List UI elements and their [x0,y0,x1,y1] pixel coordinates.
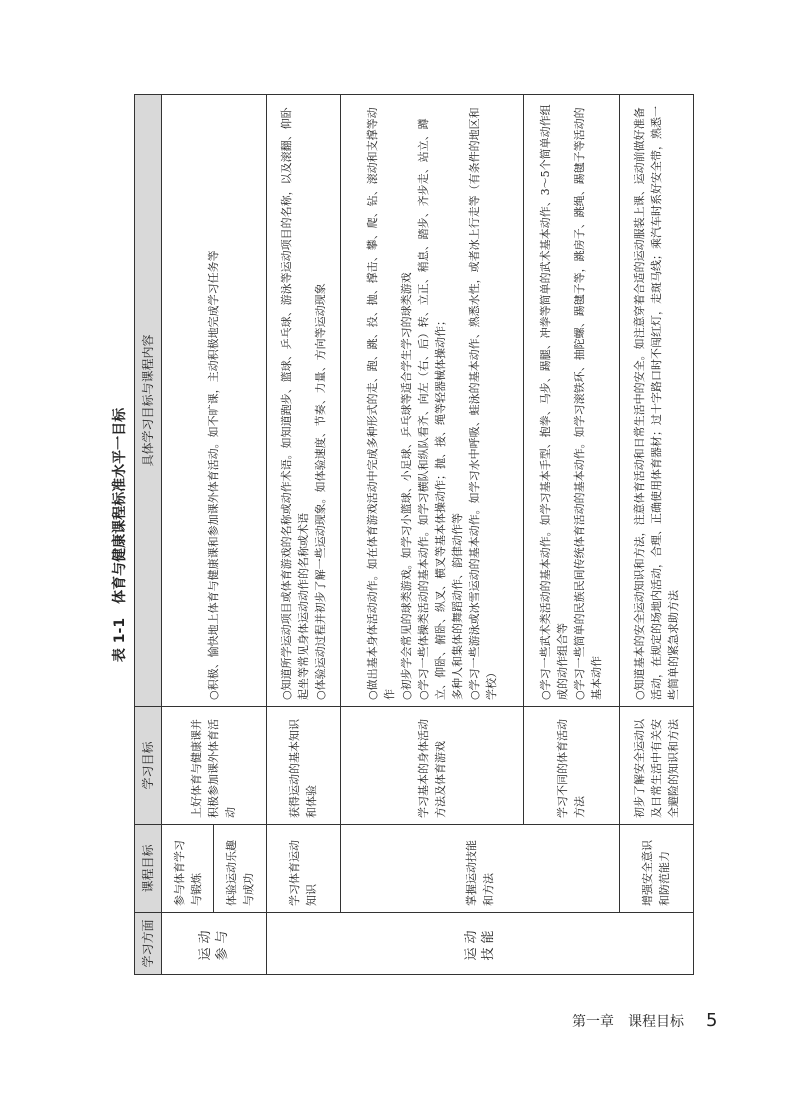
content-cell [523,95,619,707]
content-line: ○学习一些体操类活动的基本动作。如学习横队和纵队看齐、向左（右、后）转、立正、稍息、踏步、齐步走、站立、蹲立、仰卧、俯卧、纵叉、横叉等基本体操动作；抛、接、绳等轻器械体操动作； [416,118,447,700]
course-goal-cell: 增强安全意识和防范能力 [619,825,693,913]
content-line: 多种人和集体的舞蹈动作、韵律动作等 [450,513,464,700]
content-cell [162,95,267,707]
content-line: ○学习一些游泳或冰雪运动的基本动作。如学习水中呼吸、蛙泳的基本动作、熟悉水性，或者冰上行走等（有条件的地区和学校） [467,107,498,700]
table-row [162,95,214,975]
rotated-table-page [108,95,694,975]
table-row [341,95,524,975]
course-goal-cell: 掌握运动技能和方法 [341,825,620,913]
header-course-goal: 课程目标 [135,825,162,913]
table-title: 体育与健康课程标准水平一目标 [112,407,128,604]
content-line: ○体验运动过程并初步了解一些运动现象。如体验速度、节奏、力量、方向等运动现象 [313,283,327,700]
table-number: 表 1-1 [112,617,128,663]
learning-goal-cell: 学习不同的体育活动方法 [523,707,619,825]
content-line: ○学习一些武术类活动的基本动作。如学习基本手型、抱拳、马步、踢腿、冲拳等简单的武术基本动作、3～5个简单动作组成的动作组合等 [539,104,570,700]
table-row [619,95,693,975]
aspect-skills: 运动技能 [266,913,693,975]
content-line: ○学习一些简单的民族民间传统体育活动的基本动作。如学习滚铁环、抽陀螺、踢毽子等，跳房子、跳绳、踢毽子等活动的基本动作 [573,107,604,700]
table-caption [108,95,132,975]
learning-goal-cell: 获得运动的基本知识和体验 [266,707,340,825]
goals-table [134,94,694,975]
footer-chapter: 第一章 课程目标 [572,1014,684,1030]
learning-goal-cell: 上好体育与健康课并积极参加课外体育活动 [162,707,267,825]
header-learning-goal: 学习目标 [135,707,162,825]
content-cell [619,95,693,707]
table-header-row [135,95,162,975]
header-content: 具体学习目标与课程内容 [135,95,162,707]
content-cell [266,95,340,707]
content-line: ○积极、愉快地上体育与健康课和参加课外体育活动。如不旷课，主动积极地完成学习任务等 [207,250,221,700]
learning-goal-cell: 初步了解安全运动以及日常生活中有关安全避险的知识和方法 [619,707,693,825]
content-line: ○知道所学运动项目或体育游戏的名称或动作术语。如知道跑步、篮球、乒乓球、游泳等运动项目的名称，以及滚翻、仰卧起坐等常见身体运动动作的名称或术语 [279,107,310,700]
content-line: ○做出基本身体活动动作。如在体育游戏活动中完成多种形式的走、跑、跳、投、抛、撑击、攀、爬、钻、滚动和支撑等动作 [365,107,396,700]
table-row [266,95,340,975]
content-line: ○初步学会常见的球类游戏。如学习小篮球、小足球、乒乓球等适合学生学习的球类游戏 [399,272,413,700]
page-number: 5 [706,1010,718,1031]
course-goal-cell: 体验运动乐趣与成功 [214,825,266,913]
header-aspect: 学习方面 [135,913,162,975]
content-cell [341,95,524,707]
course-goal-cell: 参与体育学习与锻炼 [162,825,214,913]
aspect-participation: 运动参与 [162,913,267,975]
learning-goal-cell: 学习基本的身体活动方法及体育游戏 [341,707,524,825]
course-goal-cell: 学习体育运动知识 [266,825,340,913]
content-line: ○知道基本的安全运动知识和方法，注意体育活动和日常生活中的安全。如注意穿着合适的运动服装上课、运动前做好准备活动，在规定的场地内活动，合理、正确使用体育器材；过十字路口时不闯红灯，走斑马线；乘汽车时系好安全带，熟悉一些简单的紧急求助方法 [632,106,680,700]
